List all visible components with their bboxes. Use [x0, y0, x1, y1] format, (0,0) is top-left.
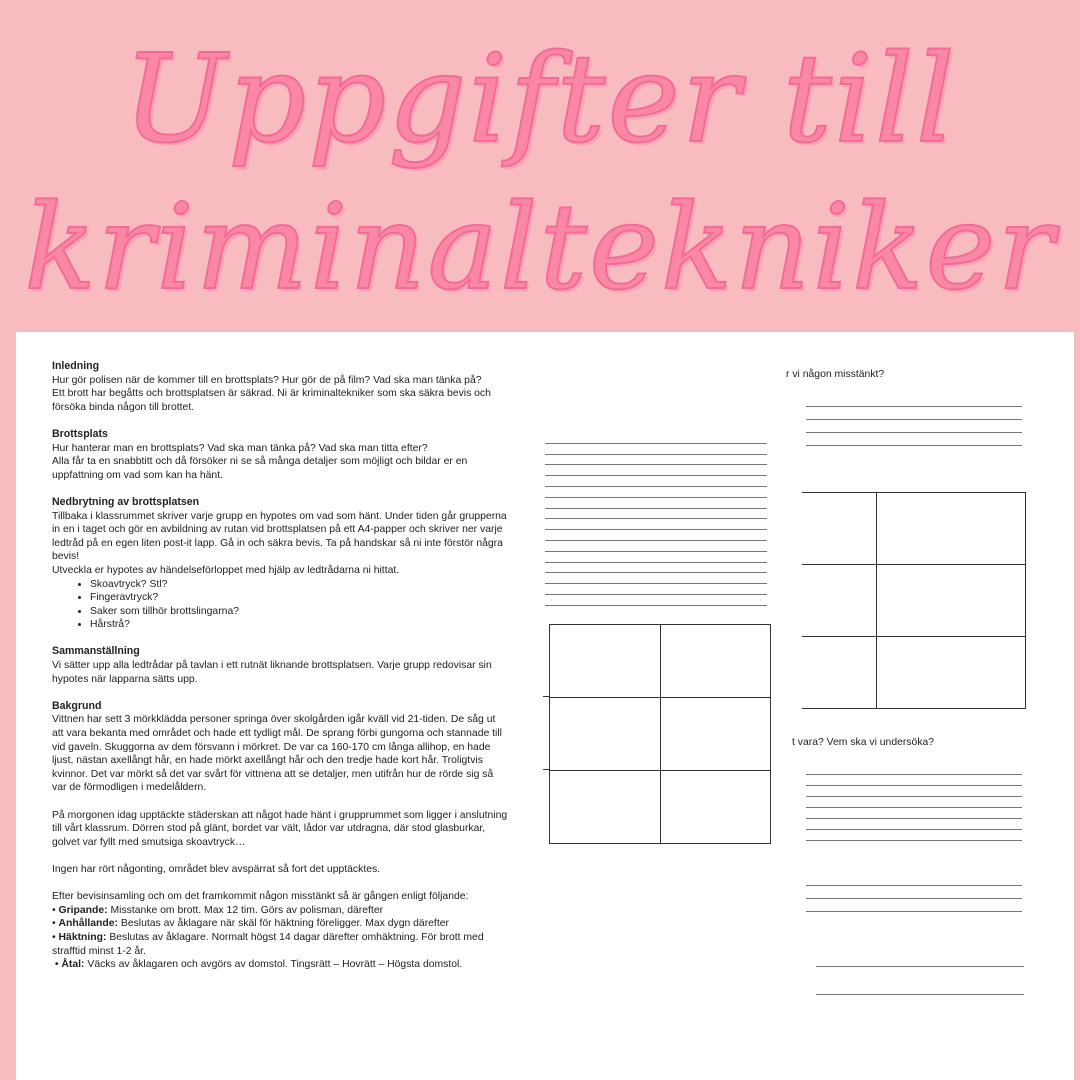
term-gripande: • Gripande: Misstanke om brott. Max 12 tim. Görs av polisman, därefter: [52, 904, 384, 916]
grid-cell: [877, 565, 1026, 637]
section-morgonen: [52, 809, 522, 850]
worksheet-preview: [16, 332, 1074, 1080]
writing-line: [806, 797, 1022, 808]
heading-inledning: Inledning: [52, 360, 100, 372]
crime-scene-grid-middle: [549, 624, 771, 844]
document-text: [52, 360, 522, 972]
writing-line: [545, 595, 767, 606]
question-fragment-1: r vi någon misstänkt?: [786, 369, 885, 380]
writing-line: [806, 775, 1022, 786]
writing-line: [806, 786, 1022, 797]
text-line: Alla får ta en snabbtitt och då försöker ni se så många detaljer som möjligt och bildar er en: [52, 456, 468, 468]
term-text: Väcks av åklagaren och avgörs av domstol. Tingsrätt – Hovrätt – Högsta domstol.: [84, 959, 463, 971]
text-line: att vara bekanta med området och hade ett tydligt mål. De sprang förbi gungorna och stannade till: [52, 728, 502, 740]
writing-line: [545, 552, 767, 563]
writing-line: [545, 444, 767, 455]
writing-line: [545, 509, 767, 520]
writing-lines-right-3: [806, 875, 1022, 912]
heading-bakgrund: Bakgrund: [52, 699, 102, 712]
text-line: Tillbaka i klassrummet skriver varje grupp en hypotes om vad som hänt. Under tiden går grupperna: [52, 510, 507, 522]
term-text: Misstanke om brott. Max 12 tim. Görs av polisman, därefter: [107, 904, 384, 916]
list-item: • Hårstrå?: [90, 618, 522, 632]
section-inledning: [52, 360, 522, 414]
grid-tick: [543, 696, 549, 697]
writing-line: [806, 396, 1022, 407]
writing-line: [806, 764, 1022, 775]
writing-line: [545, 584, 767, 595]
writing-line: [806, 808, 1022, 819]
text-line: Utveckla er hypotes av händelseförloppet med hjälp av ledtrådarna ni hittat.: [52, 564, 400, 576]
list-item: • Saker som tillhör brottslingarna?: [90, 605, 522, 619]
writing-line: [545, 519, 767, 530]
text-line: vid gaveln. Skuggorna av dem försvann i mörkret. De var ca 160-170 cm långa allihop, en hade: [52, 741, 491, 753]
writing-line: [806, 407, 1022, 420]
text-line: Ingen har rört någonting, området blev avspärrat så fort det upptäcktes.: [52, 863, 381, 875]
grid-cell: [550, 625, 661, 698]
section-brottsplats: [52, 428, 522, 482]
text-line: in en i taget och gör en avbildning av rutan vid brottsplatsen på ett A4-papper och skriver ner varje: [52, 524, 503, 536]
term-label: Anhållande:: [58, 918, 118, 930]
writing-line: [545, 476, 767, 487]
writing-line: [816, 967, 1024, 995]
text-line: ljust, nästan axellångt hår, en hade mörkt axellångt hår och den tredje hade kort hår. Troligtvis: [52, 755, 483, 767]
section-bakgrund: [52, 700, 522, 795]
term-label: Åtal:: [61, 959, 85, 971]
title-line-1: Uppgifter till: [123, 28, 957, 170]
grid-cell: [550, 698, 661, 771]
writing-line: [545, 541, 767, 552]
text-line: var de förmodligen i medelåldern.: [52, 782, 207, 794]
heading-brottsplats: Brottsplats: [52, 427, 108, 440]
writing-line: [545, 433, 767, 444]
term-text: Beslutas av åklagare när skäl för häktning föreligger. Max dygn därefter: [118, 918, 449, 930]
text-line: Efter bevisinsamling och om det framkommit någon misstänkt så är gången enligt följande:: [52, 891, 469, 903]
term-label: Gripande:: [58, 904, 108, 916]
text-line: hypotes när lapparna sätts upp.: [52, 673, 198, 685]
section-sammanstallning: [52, 645, 522, 686]
grid-cell: [550, 771, 661, 844]
text-line: Hur gör polisen när de kommer till en brottsplats? Hur gör de på film? Vad ska man tänka på?: [52, 374, 482, 386]
writing-line: [545, 530, 767, 541]
writing-line: [545, 465, 767, 476]
text-line: till vårt klassrum. Dörren stod på glänt, bordet var vält, lådor var utdragna, där stod glasburkar,: [52, 823, 486, 835]
text-line: kvinnor. Det var mörkt så det var svårt för vittnena att se detaljer, men utifrån hur de rörde sig så: [52, 768, 494, 780]
list-item: • Fingeravtryck?: [90, 591, 522, 605]
grid-tick: [543, 769, 549, 770]
heading-nedbrytning: Nedbrytning av brottsplatsen: [52, 495, 200, 508]
text-line: ledtråd på en egen liten post-it lapp. Gå in och säkra bevis. Ta på handskar så ni inte förstör några: [52, 537, 503, 549]
text-line: Vittnen har sett 3 mörkklädda personer springa över skolgården igår kväll vid 21-tiden. De såg ut: [52, 714, 496, 726]
grid-cell: [877, 637, 1026, 709]
term-haktning-cont: strafftid minst 1-2 år.: [52, 945, 146, 957]
heading-sammanstallning: Sammanställning: [52, 645, 140, 658]
list-item: • Skoavtryck? Stl?: [90, 578, 522, 592]
writing-line: [806, 433, 1022, 446]
writing-line: [806, 830, 1022, 841]
grid-cell: [877, 493, 1026, 565]
title-line-2: kriminaltekniker: [24, 178, 1056, 316]
text-line: På morgonen idag upptäckte städerskan att något hade hänt i grupprummet som ligger i anslutning: [52, 809, 508, 821]
text-line: Vi sätter upp alla ledtrådar på tavlan i ett rutnät liknande brottsplatsen. Varje grupp redovisar sin: [52, 660, 492, 672]
writing-line: [806, 899, 1022, 912]
grid-cell: [802, 565, 877, 637]
term-anhallande: • Anhållande: Beslutas av åklagare när skäl för häktning föreligger. Max dygn därefter: [52, 918, 449, 930]
writing-line: [545, 455, 767, 466]
section-ingen: [52, 863, 522, 877]
text-line: Ett brott har begåtts och brottsplatsen är säkrad. Ni är kriminaltekniker som ska säkra bevis och: [52, 388, 491, 400]
crime-scene-grid-right: [802, 492, 1026, 709]
writing-line: [806, 420, 1022, 433]
term-label: Häktning:: [58, 931, 107, 943]
text-line: uppfattning om vad som kan ha hänt.: [52, 469, 223, 481]
text-line: golvet var fyllt med smutsiga skoavtryck…: [52, 836, 246, 848]
term-atal: • Åtal: Väcks av åklagaren och avgörs av domstol. Tingsrätt – Hovrätt – Högsta domstol.: [52, 959, 463, 971]
term-haktning: • Häktning: Beslutas av åklagare. Normalt högst 14 dagar därefter omhäktning. För brott med: [52, 931, 484, 943]
writing-lines-right-2: [806, 764, 1022, 841]
writing-line: [545, 573, 767, 584]
writing-line: [816, 956, 1024, 967]
section-rattsprocess: [52, 890, 522, 972]
writing-line: [545, 563, 767, 574]
grid-cell: [660, 771, 771, 844]
writing-line: [545, 487, 767, 498]
clue-list: [52, 578, 522, 632]
term-text: Beslutas av åklagare. Normalt högst 14 dagar därefter omhäktning. För brott med: [106, 931, 484, 943]
writing-lines-middle: [545, 433, 767, 606]
text-line: bevis!: [52, 551, 80, 563]
grid-cell: [802, 637, 877, 709]
writing-line: [806, 819, 1022, 830]
grid-cell: [802, 493, 877, 565]
question-fragment-2: t vara? Vem ska vi undersöka?: [792, 737, 935, 748]
writing-line: [806, 875, 1022, 886]
writing-line: [545, 498, 767, 509]
writing-line: [806, 886, 1022, 899]
writing-lines-right-1: [806, 396, 1022, 446]
grid-cell: [660, 698, 771, 771]
grid-cell: [660, 625, 771, 698]
section-nedbrytning: [52, 496, 522, 632]
text-line: Hur hanterar man en brottsplats? Vad ska man tänka på? Vad ska man titta efter?: [52, 442, 428, 454]
text-line: försöka binda någon till brottet.: [52, 401, 195, 413]
writing-lines-right-4: [816, 956, 1024, 995]
